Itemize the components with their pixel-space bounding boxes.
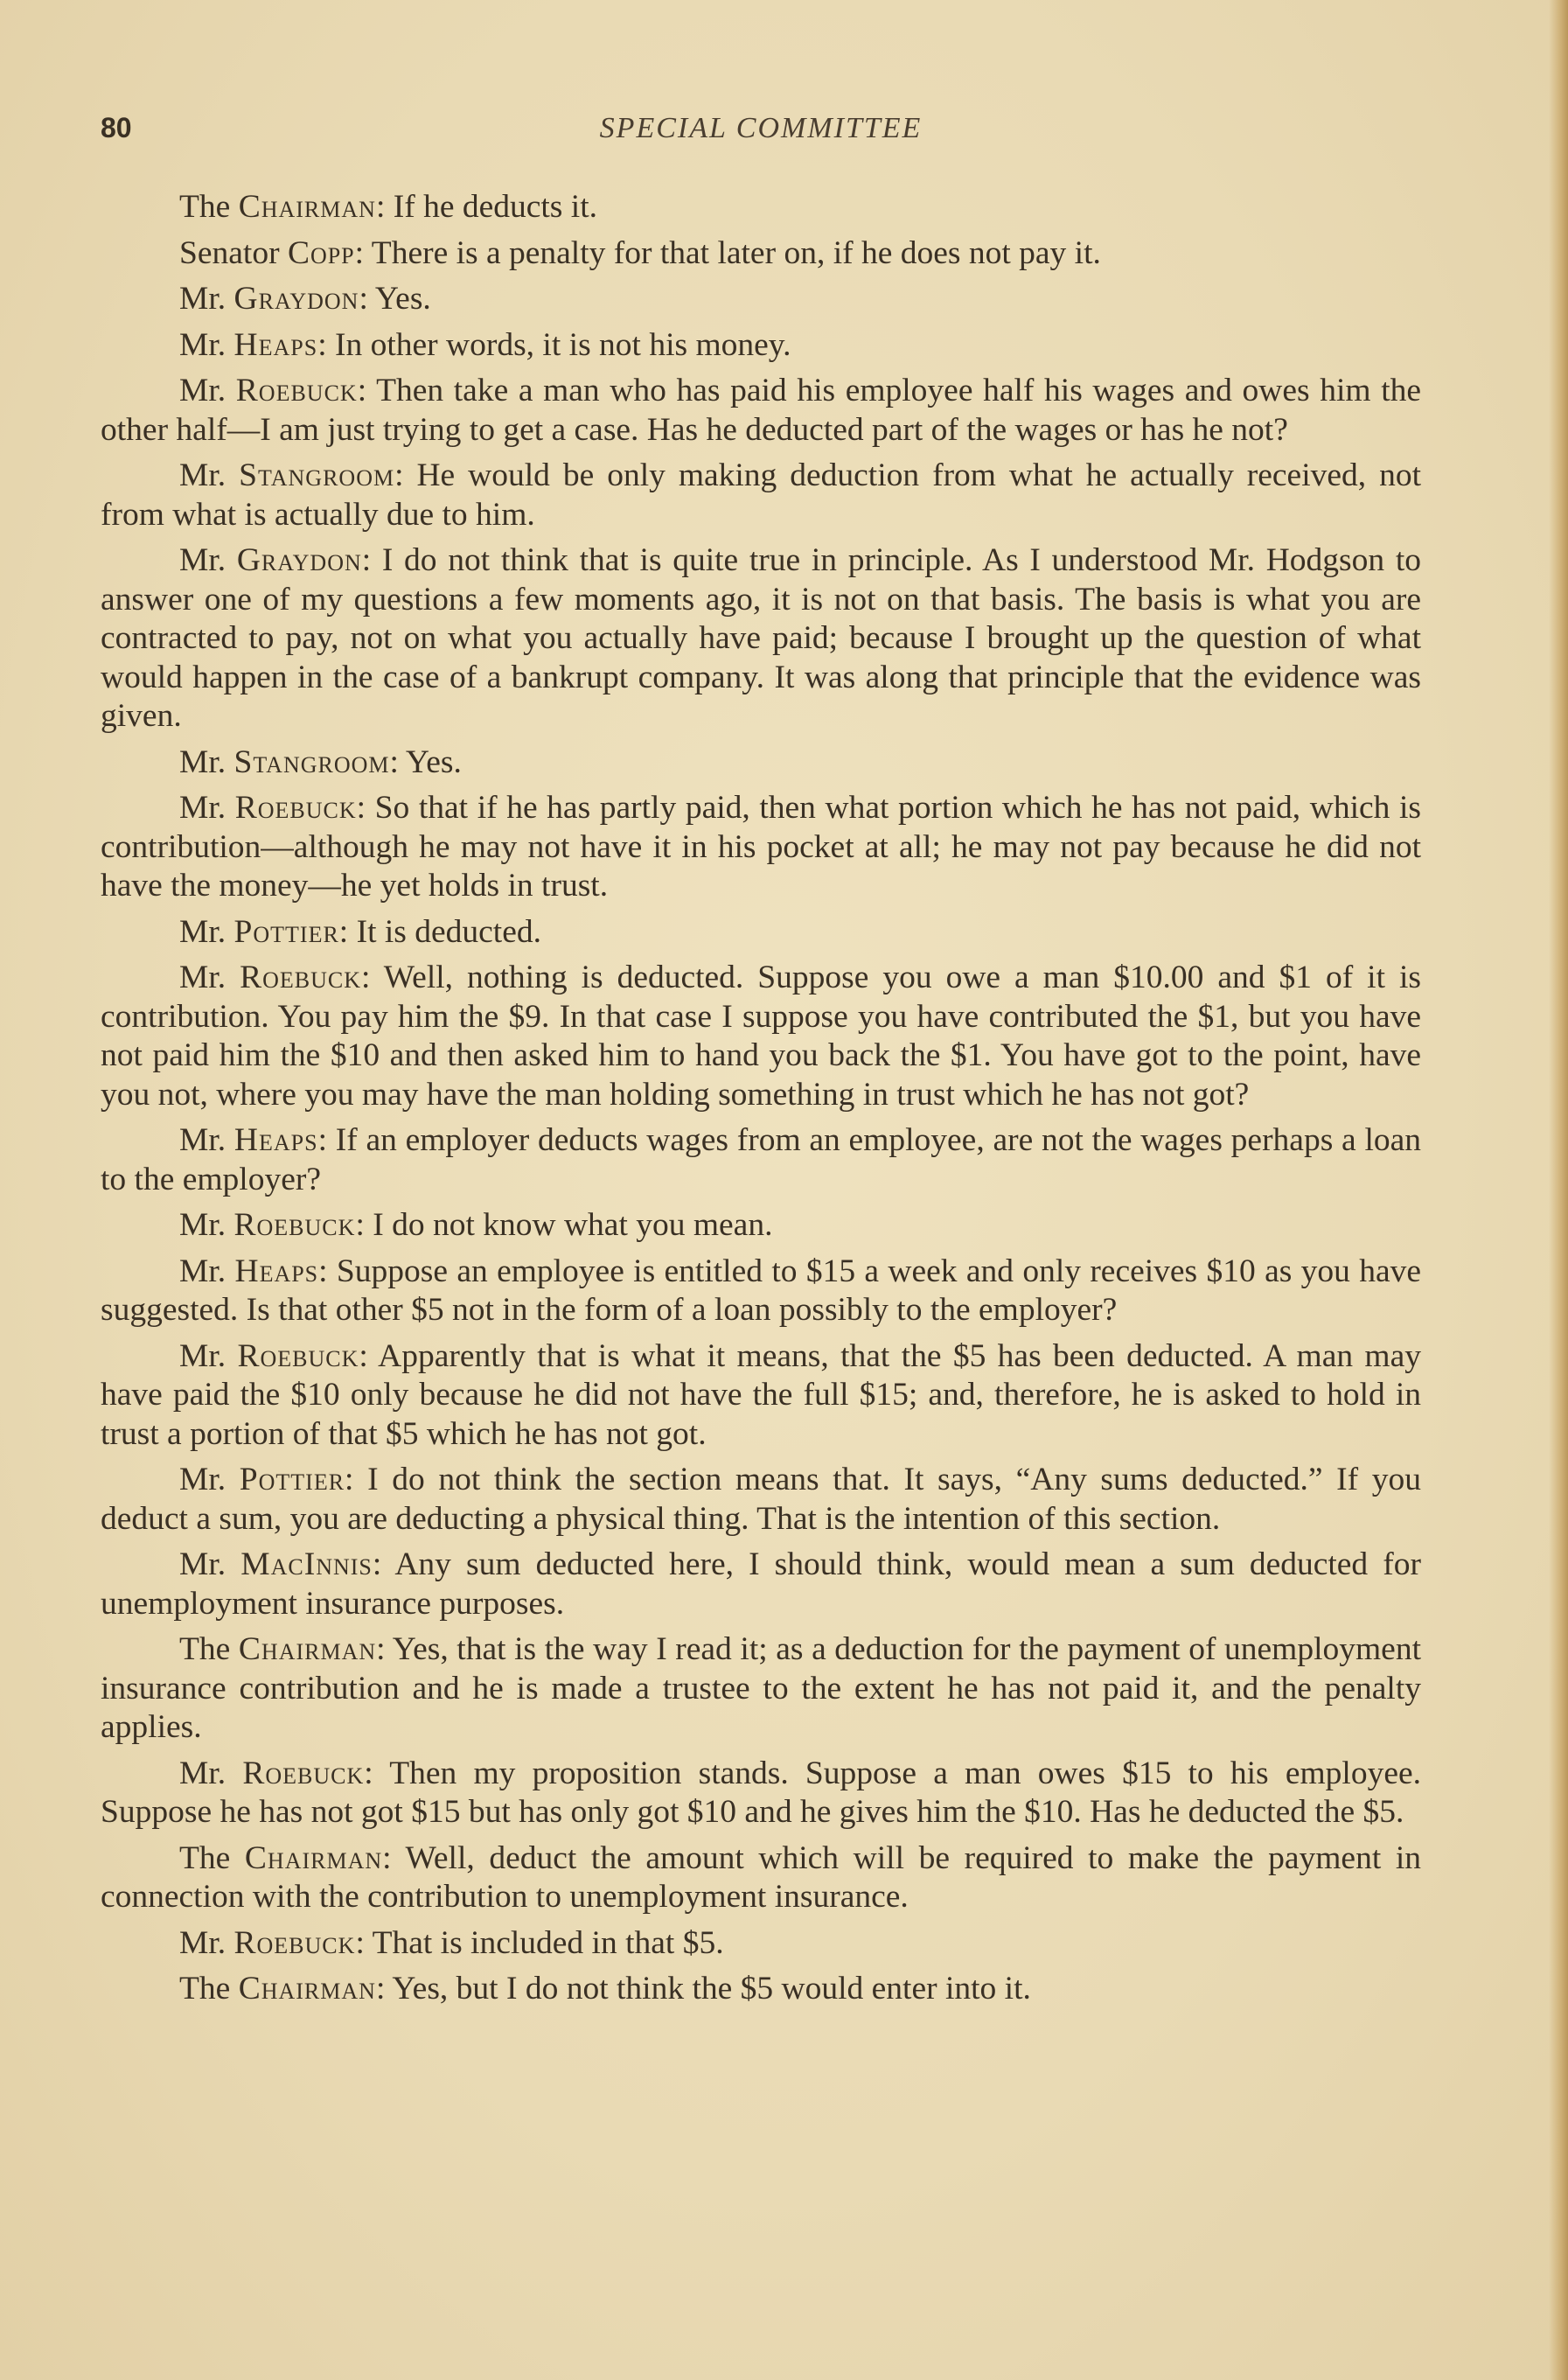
speaker-name: Roebuck (233, 1924, 356, 1961)
speaker-title: The (179, 1839, 231, 1876)
speech-text: That is included in that $5. (372, 1924, 724, 1961)
speaker-name: Chairman (244, 1839, 383, 1876)
speaker-name: Chairman (238, 1971, 376, 2007)
speech-text: In other words, it is not his money. (334, 326, 791, 363)
speaker-name: Stangroom (233, 743, 390, 780)
speaker-name: Heaps (233, 326, 318, 363)
speaker-colon: : (359, 281, 375, 317)
speech-text: Yes, but I do not think the $5 would enter into it. (392, 1971, 1031, 2007)
page-edge-shadow (1549, 0, 1568, 2380)
transcript-paragraph (101, 743, 1421, 783)
speaker-name: Graydon (233, 281, 359, 317)
speaker-colon: : (345, 1462, 368, 1497)
speaker-title: Mr. (179, 1546, 226, 1582)
speaker-title: Mr. (179, 1755, 226, 1791)
speaker-title: Mr. (179, 457, 226, 493)
page-header (101, 112, 1421, 156)
speech-text: Yes, that is the way I read it; as a deduction for the payment of unemployment insurance contribution and he is made a trustee to the extent he has not paid it, and the penalty applies. (101, 1631, 1421, 1745)
speech-text: I do not think the section means that. It says, “Any sums deducted.” If you deduct a sum, you are deducting a physical thing. That is the intention of this section. (101, 1462, 1421, 1537)
transcript-paragraph (101, 188, 1421, 227)
speaker-colon: : (375, 189, 394, 225)
speaker-name: Pottier (239, 1462, 345, 1497)
transcript-paragraph (101, 959, 1421, 1114)
speaker-name: Heaps (234, 1253, 319, 1289)
transcript-paragraph (101, 234, 1421, 274)
speaker-name: Stangroom (239, 457, 395, 493)
page-number: 80 (101, 112, 132, 143)
speaker-title: The (179, 1631, 231, 1667)
speaker-title: Mr. (179, 913, 226, 950)
transcript-paragraph (101, 1253, 1421, 1330)
speech-text: Yes. (405, 743, 462, 780)
speaker-title: Mr. (179, 1924, 226, 1961)
speaker-title: Mr. (179, 542, 226, 578)
speaker-colon: : (372, 1546, 395, 1582)
speech-text: Any sum deducted here, I should think, would mean a sum deducted for unemployment insurance purposes. (101, 1546, 1422, 1622)
speaker-name: Copp (287, 234, 355, 271)
transcript-paragraph (101, 326, 1421, 366)
speaker-colon: : (318, 1253, 337, 1289)
transcript-paragraph (101, 1755, 1421, 1832)
speech-text: He would be only making deduction from what he actually received, not from what is actually due to him. (101, 457, 1421, 533)
transcript-body (101, 188, 1421, 2016)
transcript-paragraph (101, 372, 1421, 450)
speaker-title: Senator (179, 234, 280, 271)
speaker-colon: : (364, 1755, 390, 1791)
speech-text: Suppose an employee is entitled to $15 a week and only receives $10 as you have suggested. Is that other $5 not in the form of a loan possibly to the employer? (101, 1253, 1422, 1328)
speaker-name: Roebuck (240, 960, 362, 995)
speaker-name: Heaps (233, 1122, 318, 1158)
transcript-paragraph (101, 541, 1421, 736)
speaker-colon: : (355, 1207, 373, 1243)
speaker-title: Mr. (179, 1207, 226, 1243)
transcript-paragraph (101, 280, 1421, 319)
speech-text: Then take a man who has paid his employee half his wages and owes him the other half—I am just trying to get a case. Has he deducted part of the wages or has he not? (101, 373, 1422, 448)
transcript-paragraph (101, 1970, 1421, 2009)
speaker-colon: : (355, 1924, 373, 1961)
speech-text: It is deducted. (356, 913, 541, 950)
speaker-title: The (179, 1971, 231, 2007)
speaker-colon: : (359, 1337, 379, 1374)
speaker-colon: : (394, 457, 417, 493)
speaker-colon: : (382, 1839, 406, 1876)
speech-text: Yes. (374, 281, 431, 317)
speaker-colon: : (317, 326, 335, 363)
running-title: SPECIAL COMMITTEE (599, 112, 923, 144)
speaker-colon: : (338, 913, 357, 950)
speaker-name: Roebuck (234, 790, 357, 826)
speaker-title: The (179, 189, 231, 225)
speaker-title: Mr. (179, 743, 226, 780)
speaker-title: Mr. (179, 1337, 226, 1374)
transcript-paragraph (101, 1546, 1421, 1623)
transcript-paragraph (101, 1839, 1421, 1917)
speaker-title: Mr. (179, 281, 226, 317)
speech-text: Then my proposition stands. Suppose a man owes $15 to his employee. Suppose he has not got $15 but has only got $10 and he gives him the $10. Has he deducted the $5. (101, 1755, 1421, 1830)
speaker-name: Chairman (238, 1631, 377, 1667)
speech-text: I do not think that is quite true in principle. As I understood Mr. Hodgson to answer one of my questions a few moments ago, it is not on that basis. The basis is what you are contracted to pay, not on what you actually have paid; because I brought up the question of what would happen in the case of a bankrupt company. It was along that principle that the evidence was given. (101, 542, 1421, 734)
speaker-colon: : (356, 790, 375, 826)
speech-text: So that if he has partly paid, then what portion which he has not paid, which is contribution—although he may not have it in his pocket at all; he may not pay because he did not have the money—he yet holds in trust. (101, 790, 1421, 904)
speaker-title: Mr. (179, 326, 226, 363)
speech-text: If an employer deducts wages from an employee, are not the wages perhaps a loan to the employer? (101, 1122, 1422, 1197)
speaker-title: Mr. (179, 1253, 226, 1289)
speaker-title: Mr. (179, 1462, 226, 1497)
speech-text: Well, nothing is deducted. Suppose you owe a man $10.00 and $1 of it is contribution. You pay him the $9. In that case I suppose you have contributed the $1, but you have not paid him the $10 and then asked him to hand you back the $1. You have got to the point, have you not, where you may have the man holding something in trust which he has not got? (101, 960, 1421, 1113)
speaker-name: Pottier (233, 913, 339, 950)
speaker-name: Roebuck (242, 1755, 365, 1791)
speaker-colon: : (389, 743, 406, 780)
transcript-paragraph (101, 1337, 1421, 1455)
speaker-colon: : (361, 542, 382, 578)
transcript-paragraph (101, 1121, 1421, 1199)
speaker-name: Roebuck (235, 373, 358, 408)
transcript-paragraph (101, 1206, 1421, 1246)
speaker-title: Mr. (179, 373, 226, 408)
transcript-paragraph (101, 457, 1421, 534)
speech-text: There is a penalty for that later on, if he does not pay it. (371, 234, 1101, 271)
transcript-paragraph (101, 789, 1421, 906)
speaker-colon: : (376, 1631, 393, 1667)
speaker-title: Mr. (179, 790, 226, 826)
speaker-name: Roebuck (237, 1337, 359, 1374)
speaker-colon: : (375, 1971, 393, 2007)
speech-text: Well, deduct the amount which will be required to make the payment in connection with the contribution to unemployment insurance. (101, 1839, 1422, 1915)
transcript-paragraph (101, 1461, 1421, 1539)
speaker-name: Graydon (236, 542, 362, 578)
speech-text: I do not know what you mean. (373, 1207, 773, 1243)
transcript-paragraph (101, 913, 1421, 953)
transcript-paragraph (101, 1924, 1421, 1964)
speaker-title: Mr. (179, 960, 226, 995)
speaker-colon: : (361, 960, 384, 995)
speaker-name: Chairman (238, 189, 376, 225)
speaker-name: Roebuck (233, 1207, 356, 1243)
speech-text: If he deducts it. (393, 189, 597, 225)
transcript-paragraph (101, 1630, 1421, 1748)
speaker-colon: : (357, 373, 377, 408)
speaker-colon: : (354, 234, 372, 271)
speaker-colon: : (317, 1122, 336, 1158)
speech-text: Apparently that is what it means, that the $5 has been deducted. A man may have paid the $10 only because he did not have the full $15; and, therefore, he is asked to hold in trust a portion of that $5 which he has not got. (101, 1337, 1421, 1452)
speaker-title: Mr. (179, 1122, 226, 1158)
speaker-name: MacInnis (240, 1546, 373, 1582)
